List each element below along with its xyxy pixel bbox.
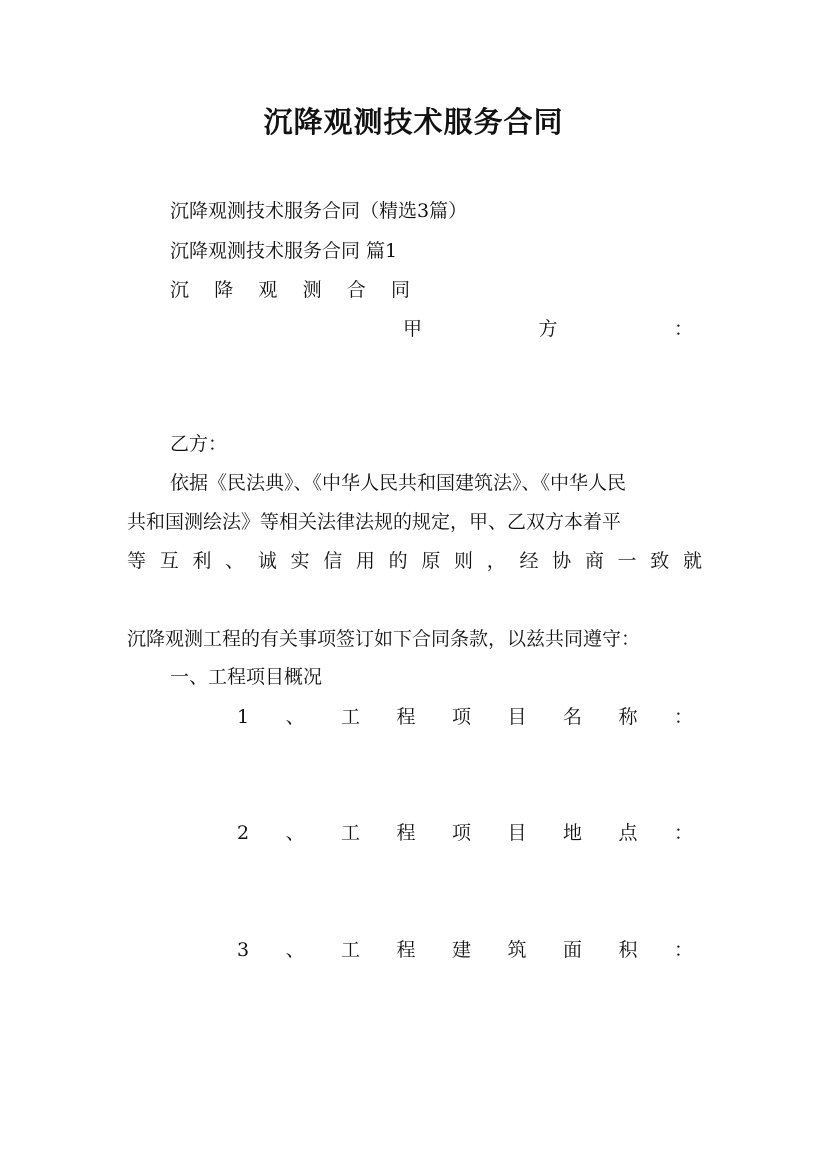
item-char: 积 [618, 939, 638, 961]
paragraph-line: 沉降观测工程的有关事项签订如下合同条款，以兹共同遵守： [127, 628, 641, 650]
contract-char: 测 [302, 279, 322, 301]
item-char: 项 [452, 822, 472, 844]
item-project-name [237, 705, 693, 729]
paragraph-char: 诚 [257, 550, 277, 572]
paragraph-char: 等 [127, 550, 147, 572]
item-char: 3 [237, 939, 250, 961]
party-a-char: ： [673, 318, 693, 340]
item-char: 、 [285, 939, 305, 961]
item-char: 工 [341, 939, 361, 961]
item-char: 2 [237, 822, 250, 844]
item-char: 面 [562, 939, 582, 961]
item-char: ： [673, 939, 693, 961]
document-title: 沉降观测技术服务合同 [263, 105, 564, 139]
paragraph-char: 、 [225, 550, 245, 572]
party-a-char: 甲 [403, 318, 423, 340]
item-project-location [237, 821, 693, 845]
item-char: 、 [285, 706, 305, 728]
item-char: 程 [396, 939, 416, 961]
paragraph-char: 致 [650, 550, 670, 572]
paragraph-char: 就 [682, 550, 702, 572]
contract-heading [170, 278, 410, 302]
item-char: ： [673, 822, 693, 844]
item-char: 项 [452, 706, 472, 728]
party-a-char: 方 [538, 318, 558, 340]
paragraph-char: 经 [519, 550, 539, 572]
item-char: 程 [396, 706, 416, 728]
paragraph-char: 互 [159, 550, 179, 572]
contract-char: 沉 [170, 279, 190, 301]
contract-char: 同 [390, 279, 410, 301]
item-char: 工 [341, 706, 361, 728]
item-char: ： [673, 706, 693, 728]
paragraph-char: 则 [454, 550, 474, 572]
paragraph-line: 依据《民法典》、《中华人民共和国建筑法》、《中华人民 [170, 472, 627, 494]
paragraph-char: 协 [552, 550, 572, 572]
paragraph-char: 用 [355, 550, 375, 572]
contract-char: 观 [258, 279, 278, 301]
item-char: 目 [507, 706, 527, 728]
item-char: 地 [562, 822, 582, 844]
paragraph-line: 共和国测绘法》等相关法律法规的规定，甲、乙双方本着平 [127, 511, 622, 533]
item-char: 1 [237, 706, 250, 728]
paragraph-line-justified [127, 549, 702, 573]
paragraph-char: 实 [290, 550, 310, 572]
item-char: 、 [285, 822, 305, 844]
section-1-heading: 一、工程项目概况 [170, 666, 323, 688]
section-heading: 沉降观测技术服务合同 篇1 [170, 240, 398, 262]
paragraph-char: 商 [584, 550, 604, 572]
item-char: 筑 [507, 939, 527, 961]
party-a-label [403, 317, 693, 341]
paragraph-char: 原 [421, 550, 441, 572]
contract-char: 合 [346, 279, 366, 301]
item-char: 名 [562, 706, 582, 728]
paragraph-char: 的 [388, 550, 408, 572]
item-char: 建 [452, 939, 472, 961]
item-building-area [237, 938, 693, 962]
document-subtitle: 沉降观测技术服务合同（精选3篇） [170, 200, 468, 222]
item-char: 称 [618, 706, 638, 728]
item-char: 目 [507, 822, 527, 844]
item-char: 程 [396, 822, 416, 844]
item-char: 工 [341, 822, 361, 844]
item-char: 点 [618, 822, 638, 844]
paragraph-char: 一 [617, 550, 637, 572]
contract-char: 降 [214, 279, 234, 301]
paragraph-char: 利 [192, 550, 212, 572]
paragraph-char: ， [486, 550, 506, 572]
paragraph-char: 信 [323, 550, 343, 572]
party-b-label: 乙方： [170, 433, 228, 455]
